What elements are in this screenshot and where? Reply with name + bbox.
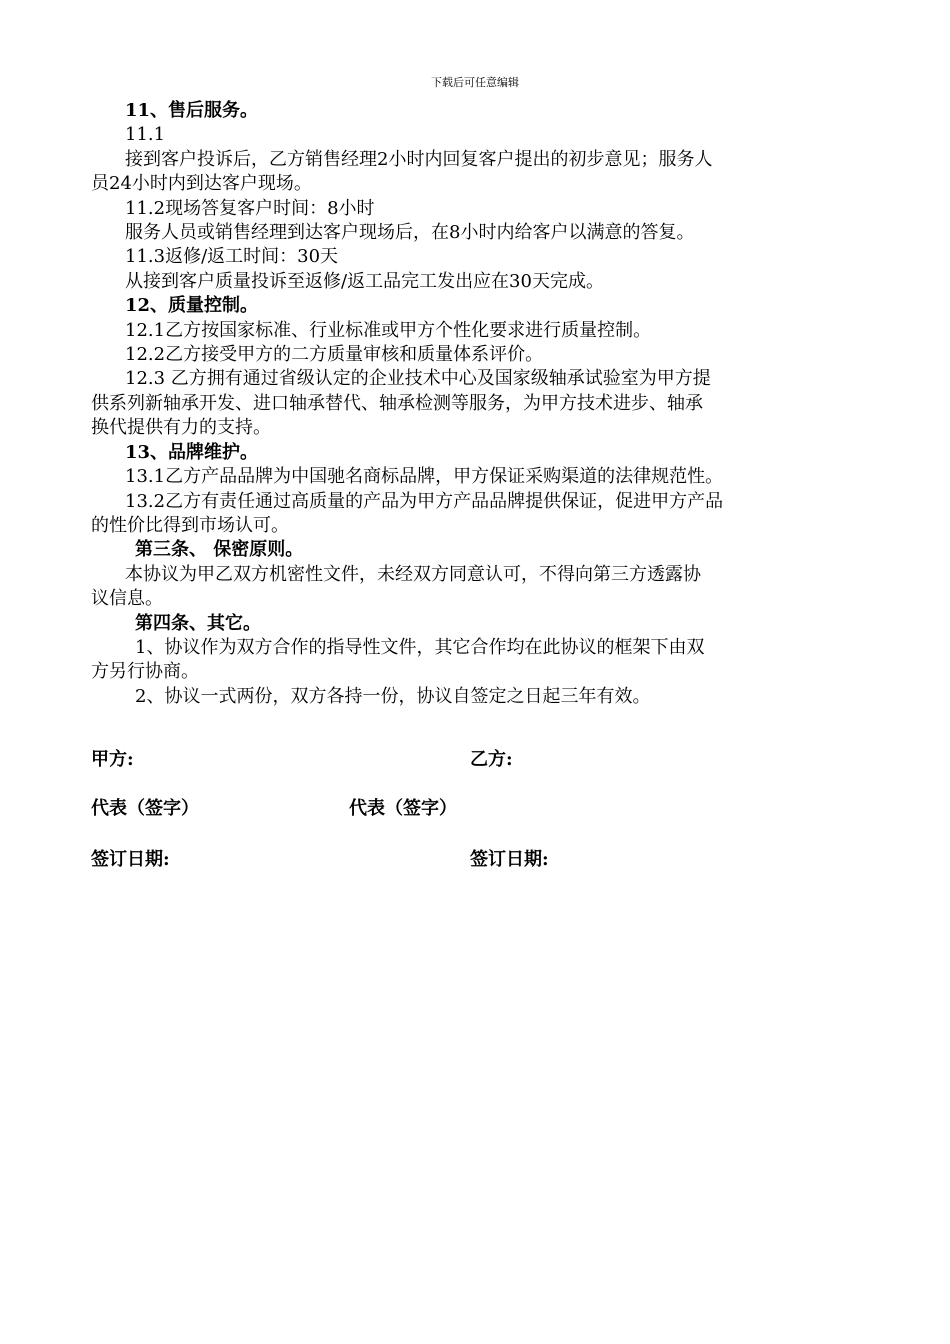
section-11-2-text: 服务人员或销售经理到达客户现场后，在8小时内给客户以满意的答复。: [125, 222, 695, 244]
section-12-1: 12.1乙方按国家标准、行业标准或甲方个性化要求进行质量控制。: [125, 319, 652, 341]
article-3-text-line2: 议信息。: [91, 588, 163, 610]
page-header-note: 下载后可任意编辑: [431, 76, 519, 89]
agreement-body: [91, 99, 871, 709]
article-4-title: 第四条、其它。: [135, 612, 261, 634]
section-11-title: 11、售后服务。: [125, 100, 259, 121]
party-a-representative-signature: 代表（签字）: [91, 798, 199, 819]
section-12-3-line1: 12.3 乙方拥有通过省级认定的企业技术中心及国家级轴承试验室为甲方提: [125, 368, 711, 390]
party-b-representative-signature: 代表（签字）: [349, 798, 457, 819]
section-12-2: 12.2乙方接受甲方的二方质量审核和质量体系评价。: [125, 344, 544, 366]
party-a-label: 甲方:: [91, 749, 134, 770]
article-3-title: 第三条、 保密原则。: [135, 539, 304, 561]
party-b-signing-date: 签订日期:: [470, 849, 549, 870]
section-11-3-label: 11.3返修/返工时间：30天: [125, 246, 339, 268]
section-11-1-text-line1: 接到客户投诉后，乙方销售经理2小时内回复客户提出的初步意见；服务人: [125, 148, 713, 170]
section-11-3-text: 从接到客户质量投诉至返修/返工品完工发出应在30天完成。: [125, 270, 604, 292]
section-12-3-line3: 换代提供有力的支持。: [91, 417, 271, 439]
section-12-3-line2: 供系列新轴承开发、进口轴承替代、轴承检测等服务，为甲方技术进步、轴承: [91, 392, 703, 414]
article-4-item-2: 2、协议一式两份，双方各持一份，协议自签定之日起三年有效。: [135, 685, 651, 707]
section-13-2-line1: 13.2乙方有责任通过高质量的产品为甲方产品品牌提供保证，促进甲方产品: [125, 490, 724, 512]
party-a-signing-date: 签订日期:: [91, 849, 170, 870]
party-b-label: 乙方:: [470, 749, 513, 770]
section-11-2-label: 11.2现场答复客户时间：8小时: [125, 197, 375, 219]
section-11-1-label: 11.1: [125, 124, 166, 146]
section-13-title: 13、品牌维护。: [125, 441, 259, 463]
section-11-1-text-line2: 员24小时内到达客户现场。: [91, 173, 312, 195]
article-3-text-line1: 本协议为甲乙双方机密性文件，未经双方同意认可，不得向第三方透露协: [125, 563, 701, 585]
article-4-item-1-line2: 方另行协商。: [91, 661, 199, 683]
section-12-title: 12、质量控制。: [125, 295, 259, 317]
article-4-item-1-line1: 1、协议作为双方合作的指导性文件，其它合作均在此协议的框架下由双: [135, 636, 705, 658]
section-13-2-line2: 的性价比得到市场认可。: [91, 514, 289, 536]
section-13-1: 13.1乙方产品品牌为中国驰名商标品牌，甲方保证采购渠道的法律规范性。: [125, 466, 724, 488]
